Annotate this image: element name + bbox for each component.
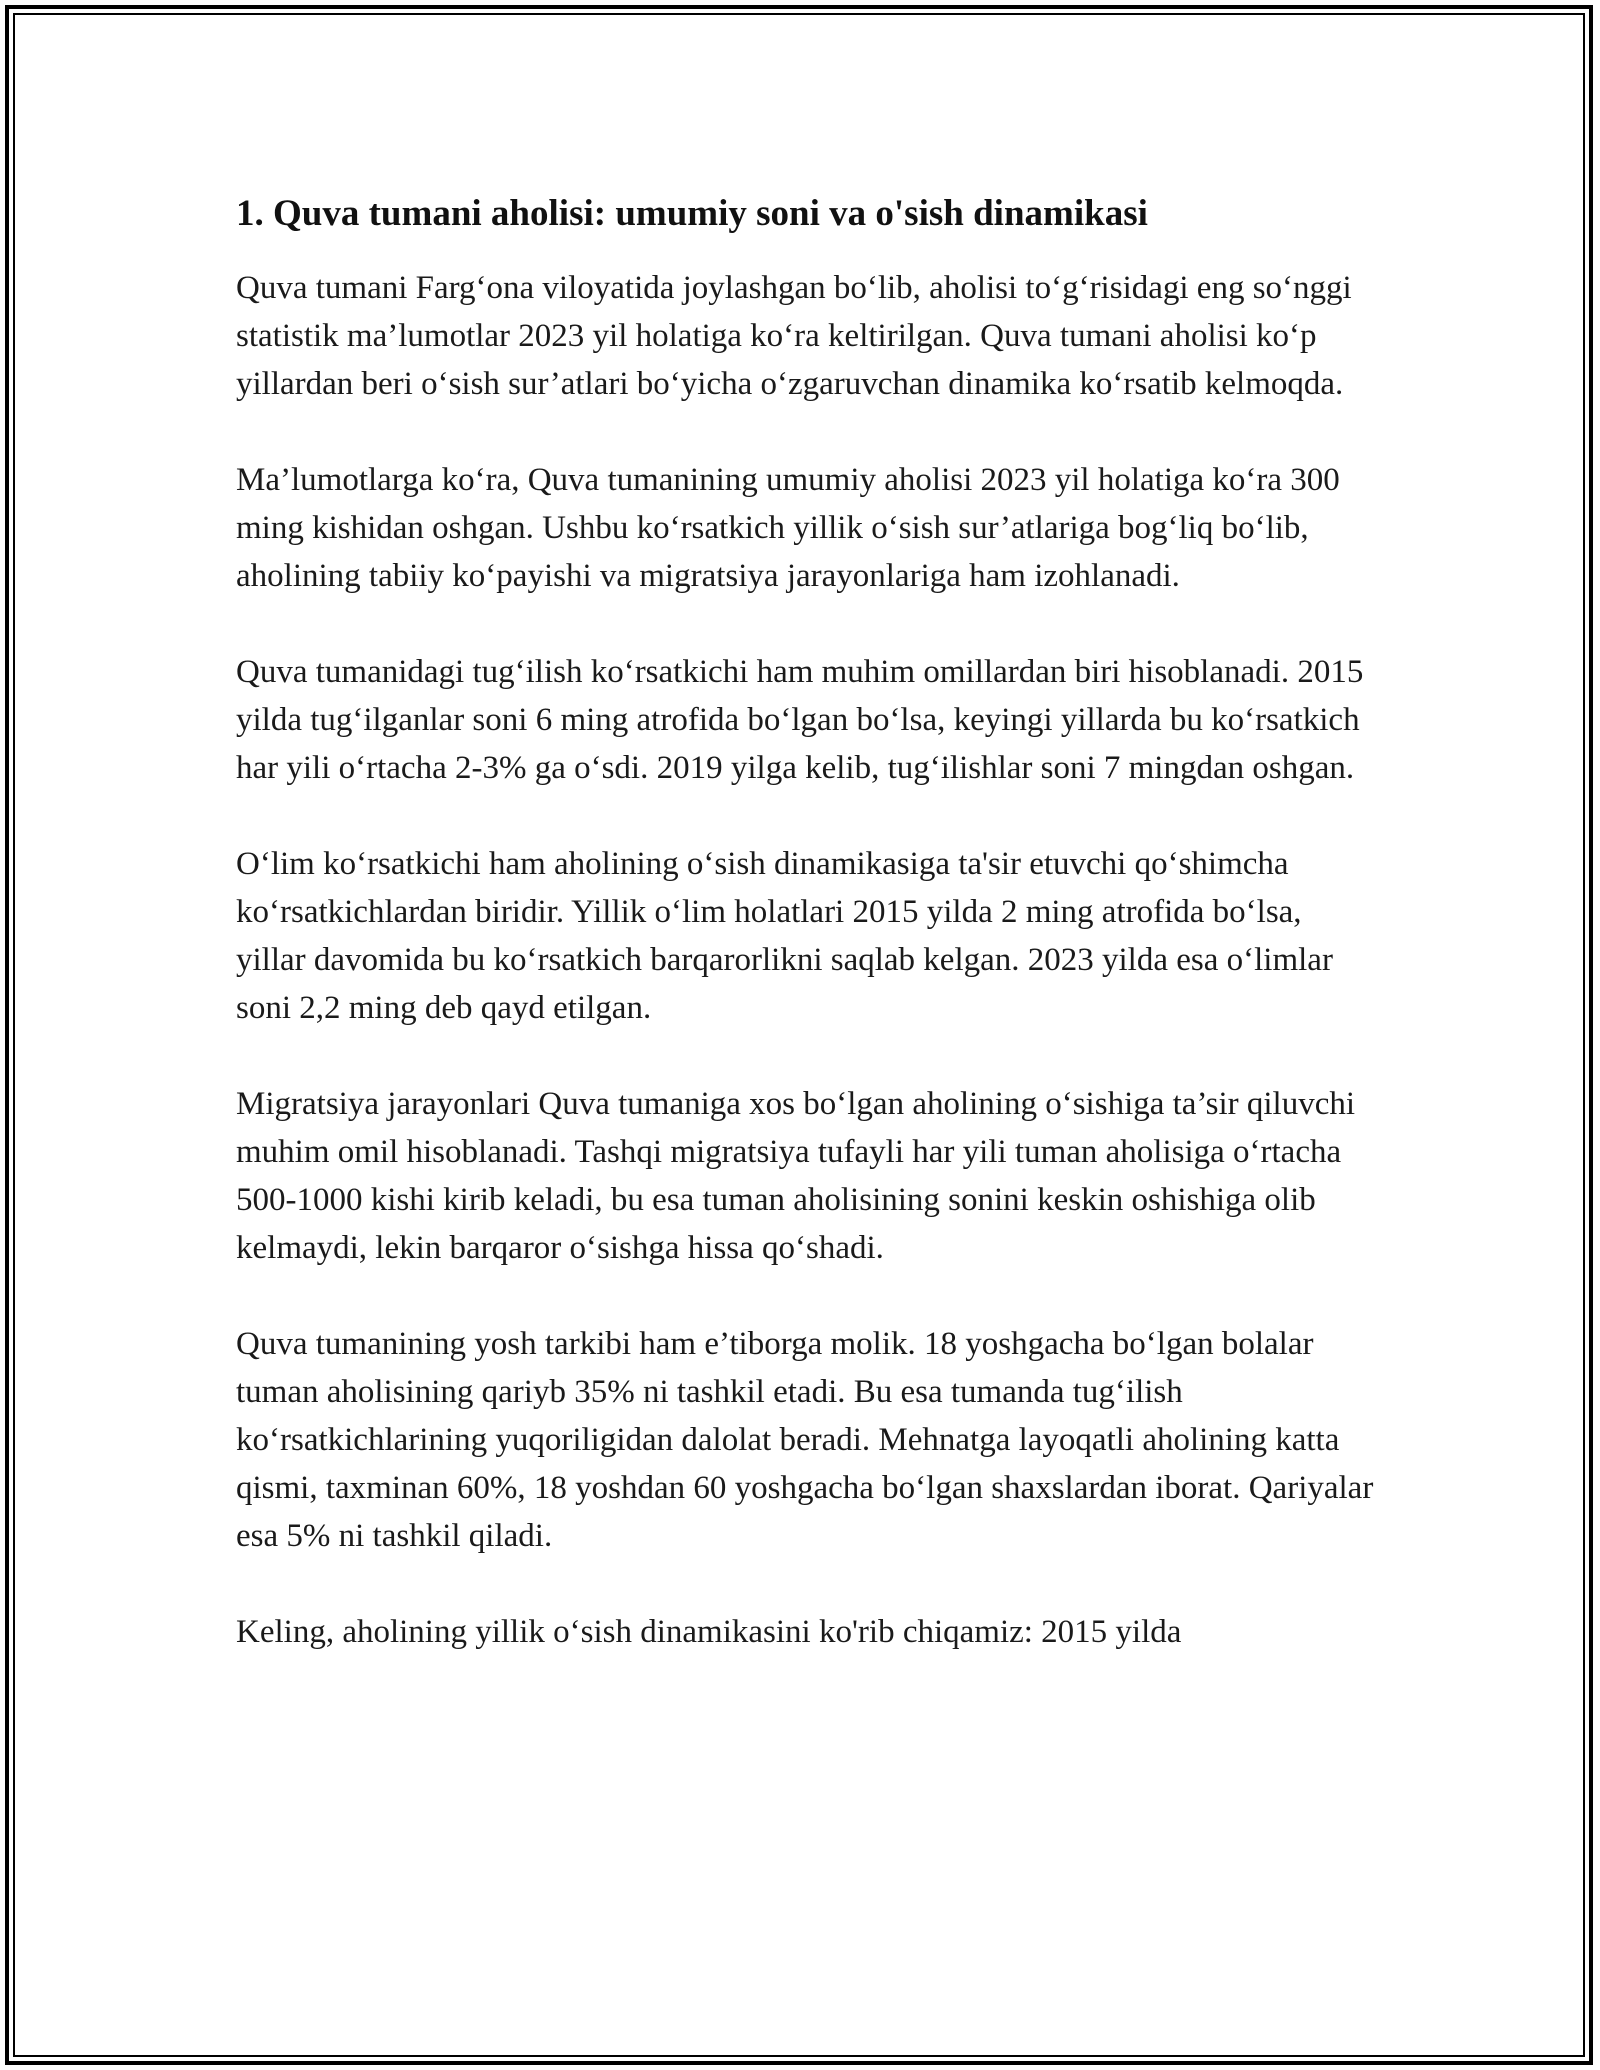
section-heading: 1. Quva tumani aholisi: umumiy soni va o'sish dinamikasi	[236, 193, 1148, 234]
paragraph-3: Quva tumanidagi tug‘ilish ko‘rsatkichi ham muhim omillardan biri hisoblanadi. 2015 yilda tug‘ilganlar soni 6 ming atrofida bo‘lgan bo‘lsa, keyingi yillarda bu ko‘rsatkich har yili o‘rtacha 2-3% ga o‘sdi. 2019 yilga kelib, tug‘ilishlar soni 7 mingdan oshgan.	[236, 654, 1364, 786]
paragraph-7: Keling, aholining yillik o‘sish dinamikasini ko'rib chiqamiz: 2015 yilda	[236, 1614, 1182, 1650]
paragraph-1: Quva tumani Farg‘ona viloyatida joylashgan bo‘lib, aholisi to‘g‘risidagi eng so‘nggi statistik ma’lumotlar 2023 yil holatiga ko‘ra keltirilgan. Quva tumani aholisi ko‘p yillardan beri o‘sish sur’atlari bo‘yicha o‘zgaruvchan dinamika ko‘rsatib kelmoqda.	[236, 270, 1352, 402]
paragraph-5: Migratsiya jarayonlari Quva tumaniga xos bo‘lgan aholining o‘sishiga ta’sir qiluvchi muhim omil hisoblanadi. Tashqi migratsiya tufayli har yili tuman aholisiga o‘rtacha 500-1000 kishi kirib keladi, bu esa tuman aholisining sonini keskin oshishiga olib kelmaydi, lekin barqaror o‘sishga hissa qo‘shadi.	[236, 1086, 1356, 1266]
document-body	[236, 190, 1376, 1656]
paragraph-2: Ma’lumotlarga ko‘ra, Quva tumanining umumiy aholisi 2023 yil holatiga ko‘ra 300 ming kishidan oshgan. Ushbu ko‘rsatkich yillik o‘sish sur’atlariga bog‘liq bo‘lib, aholining tabiiy ko‘payishi va migratsiya jarayonlariga ham izohlanadi.	[236, 462, 1340, 594]
paragraph-4: O‘lim ko‘rsatkichi ham aholining o‘sish dinamikasiga ta'sir etuvchi qo‘shimcha ko‘rsatkichlardan biridir. Yillik o‘lim holatlari 2015 yilda 2 ming atrofida bo‘lsa, yillar davomida bu ko‘rsatkich barqarorlikni saqlab kelgan. 2023 yilda esa o‘limlar soni 2,2 ming deb qayd etilgan.	[236, 846, 1333, 1026]
paragraph-6: Quva tumanining yosh tarkibi ham e’tiborga molik. 18 yoshgacha bo‘lgan bolalar tuman aholisining qariyb 35% ni tashkil etadi. Bu esa tumanda tug‘ilish ko‘rsatkichlarining yuqoriligidan dalolat beradi. Mehnatga layoqatli aholining katta qismi, taxminan 60%, 18 yoshdan 60 yoshgacha bo‘lgan shaxslardan iborat. Qariyalar esa 5% ni tashkil qiladi.	[236, 1326, 1374, 1554]
